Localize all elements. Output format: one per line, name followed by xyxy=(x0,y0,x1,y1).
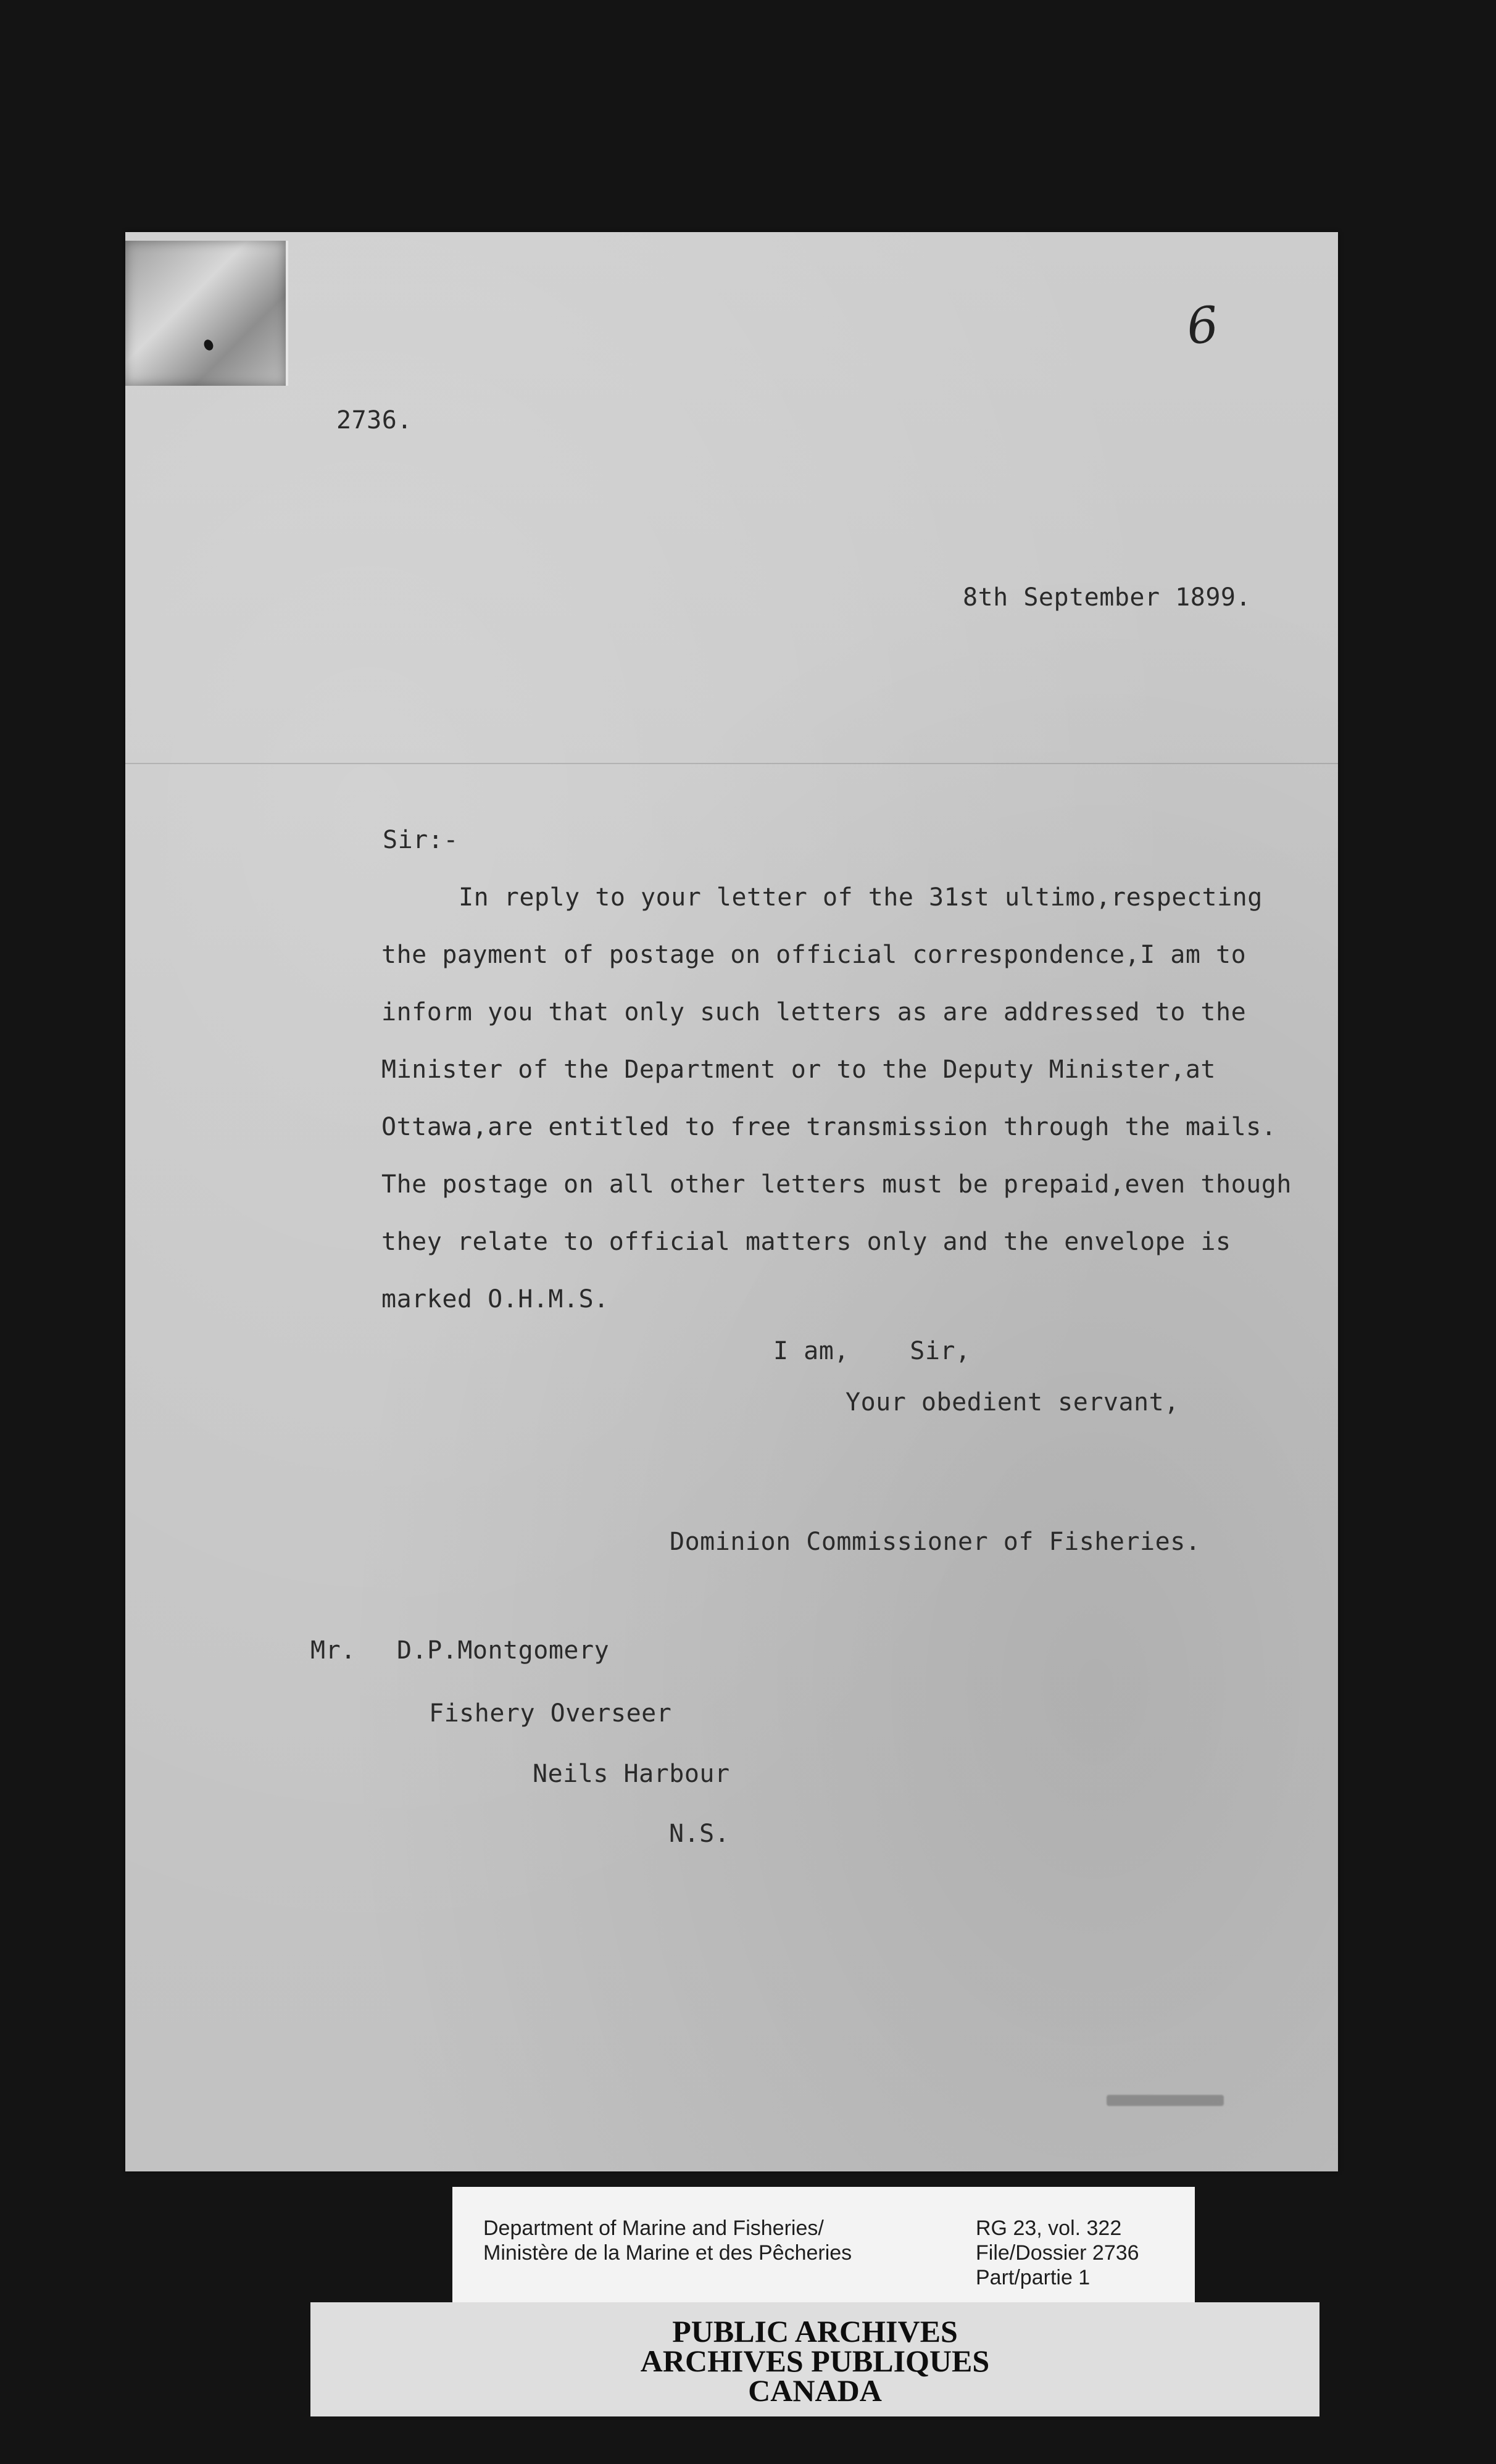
handwritten-mark: 6 xyxy=(1184,295,1221,356)
stamp-line: CANADA xyxy=(748,2373,882,2408)
stamp-line: ARCHIVES PUBLIQUES xyxy=(640,2344,990,2378)
recipient-province: N.S. xyxy=(669,1820,730,1848)
body-line: Minister of the Department or to the Deputy Minister,at xyxy=(381,1055,1216,1084)
signature-title: Dominion Commissioner of Fisheries. xyxy=(670,1528,1201,1556)
body-line: In reply to your letter of the 31st ultimo,respecting xyxy=(459,883,1263,912)
letter-page xyxy=(125,232,1338,2171)
archives-stamp xyxy=(310,2302,1319,2416)
punch-hole xyxy=(202,338,215,352)
body-line: they relate to official matters only and the envelope is xyxy=(381,1228,1231,1256)
closing-line: Your obedient servant, xyxy=(846,1388,1179,1417)
department-french: Ministère de la Marine et des Pêcheries xyxy=(483,2241,852,2265)
body-line: marked O.H.M.S. xyxy=(381,1285,609,1313)
reference-part: Part/partie 1 xyxy=(976,2266,1091,2289)
paper-clip-mark xyxy=(125,241,288,386)
reference-file: File/Dossier 2736 xyxy=(976,2241,1139,2265)
reference-rg: RG 23, vol. 322 xyxy=(976,2216,1122,2240)
recipient-title: Mr. xyxy=(310,1636,356,1665)
ink-smudge xyxy=(1107,2095,1224,2106)
archive-reference-label xyxy=(452,2187,1195,2304)
body-line: the payment of postage on official correspondence,I am to xyxy=(381,941,1247,969)
recipient-place: Neils Harbour xyxy=(533,1760,730,1788)
recipient-position: Fishery Overseer xyxy=(429,1699,672,1728)
letter-date: 8th September 1899. xyxy=(963,583,1252,612)
salutation: Sir:- xyxy=(383,826,459,854)
department-english: Department of Marine and Fisheries/ xyxy=(483,2216,824,2240)
file-number: 2736. xyxy=(336,406,412,435)
recipient-name: D.P.Montgomery xyxy=(397,1636,610,1665)
stamp-line: PUBLIC ARCHIVES xyxy=(672,2314,958,2349)
fold-line xyxy=(125,763,1338,764)
body-line: Ottawa,are entitled to free transmission through the mails. xyxy=(381,1113,1277,1141)
body-line: The postage on all other letters must be prepaid,even though xyxy=(381,1170,1292,1199)
closing-line: I am, Sir, xyxy=(773,1337,971,1365)
body-line: inform you that only such letters as are addressed to the xyxy=(381,998,1247,1026)
